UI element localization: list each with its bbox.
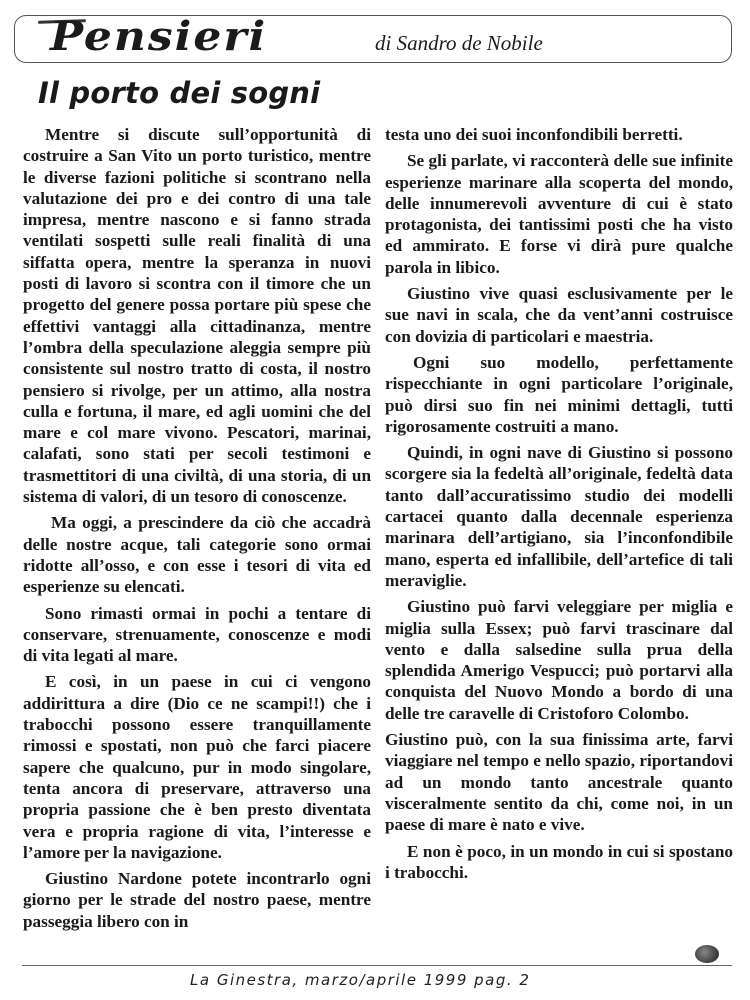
- paragraph: Ogni suo modello, perfettamente rispecchiante in ogni particolare l’originale, può dirsi suo fin nei minimi dettagli, tutti rigorosamente costruiti a mano.: [385, 352, 733, 436]
- column-title: Pensieri: [50, 13, 268, 60]
- paragraph: E così, in un paese in cui ci vengono addirittura a dire (Dio ce ne scampi!!) che i trabocchi possono essere tranquillamente rimossi e spostati, non può che farci piacere sapere che qualcuno, pur in modo singolare, tenta ancora di preservare, attraverso una propria passione che è ben presto diventata vera e propria ragione di vita, l’interesse e l’amore per la navigazione.: [23, 672, 371, 862]
- article-column-left: [23, 124, 371, 937]
- paragraph: Quindi, in ogni nave di Giustino si possono scorgere sia la fedeltà all’originale, fedeltà data tanto dall’accuratissimo studio dei modelli cartacei quanto dalla decennale esperienza marinara dell’artigiano, sia l’inconfondibile mano, esperta ed infallibile, dell’artefice di tali meraviglie.: [385, 443, 733, 590]
- paragraph: Ma oggi, a prescindere da ciò che accadrà delle nostre acque, tali categorie sono ormai ridotte all’osso, e con esse i tesori di vita ed esperienze su elencati.: [23, 513, 371, 597]
- paragraph: Giustino Nardone potete incontrarlo ogni giorno per le strade del nostro paese, mentre passeggia libero con in: [23, 869, 371, 931]
- paragraph: Giustino può farvi veleggiare per miglia e miglia sulla Essex; può farvi trascinare dal vento e dalla salsedine sulla prua della splendida Amerigo Vespucci; può portarvi alla conquista del Nuovo Mondo a bordo di una delle tre caravelle di Cristoforo Colombo.: [385, 597, 733, 723]
- paragraph: Mentre si discute sull’opportunità di costruire a San Vito un porto turistico, mentre le diverse fazioni politiche si scontrano nella valutazione dei pro e dei contro di una tale impresa, mentre nascono e si fanno strada ventilati sospetti sulle reali finalità di una siffatta opera, mentre la speranza in nuovi posti di lavoro si scontra con il timore che un progetto del genere possa portare più spese che effettivi vantaggi alla cittadinanza, mentre l’ombra della speculazione aleggia sempre più consistente sul nostro tratto di costa, il nostro pensiero si rivolge, per un attimo, alla nostra culla e fortuna, il mare, ed agli uomini che del mare e col mare vivono. Pescatori, marinai, calafati, sono stati per secoli testimoni e trasmettitori di una civiltà, di una storia, di un sistema di valori, di un tesoro di conoscenze.: [23, 125, 371, 507]
- paragraph: Se gli parlate, vi racconterà delle sue infinite esperienze marinare alla scoperta del mondo, delle innumerevoli avventure di cui è stato protagonista, dei tantissimi posti che ha visto ed ammirato. E forse vi dirà pure qualche parola in libico.: [385, 151, 733, 277]
- paragraph: E non è poco, in un mondo in cui si spostano i trabocchi.: [385, 841, 733, 882]
- paragraph: Giustino vive quasi esclusivamente per le sue navi in scala, che da vent’anni costruisce con dovizia di particolari e maestria.: [385, 284, 733, 346]
- paragraph: Sono rimasti ormai in pochi a tentare di conservare, strenuamente, conoscenze e modi di vita legati al mare.: [23, 603, 371, 666]
- paragraph: Giustino può, con la sua finissima arte, farvi viaggiare nel tempo e nello spazio, riportandovi ad un mondo tanto ancestrale quanto visceralmente sentito da chi, come noi, in un paese di mare è nato e vive.: [385, 730, 733, 835]
- column-byline: di Sandro de Nobile: [375, 31, 543, 55]
- footer-divider: [22, 965, 732, 966]
- end-of-article-dot-icon: [695, 945, 719, 963]
- article-title: Il porto dei sogni: [38, 76, 321, 110]
- footer-publication-info: La Ginestra, marzo/aprile 1999 pag. 2: [190, 971, 531, 989]
- paragraph: testa uno dei suoi inconfondibili berretti.: [385, 125, 683, 144]
- article-column-right: [385, 124, 733, 888]
